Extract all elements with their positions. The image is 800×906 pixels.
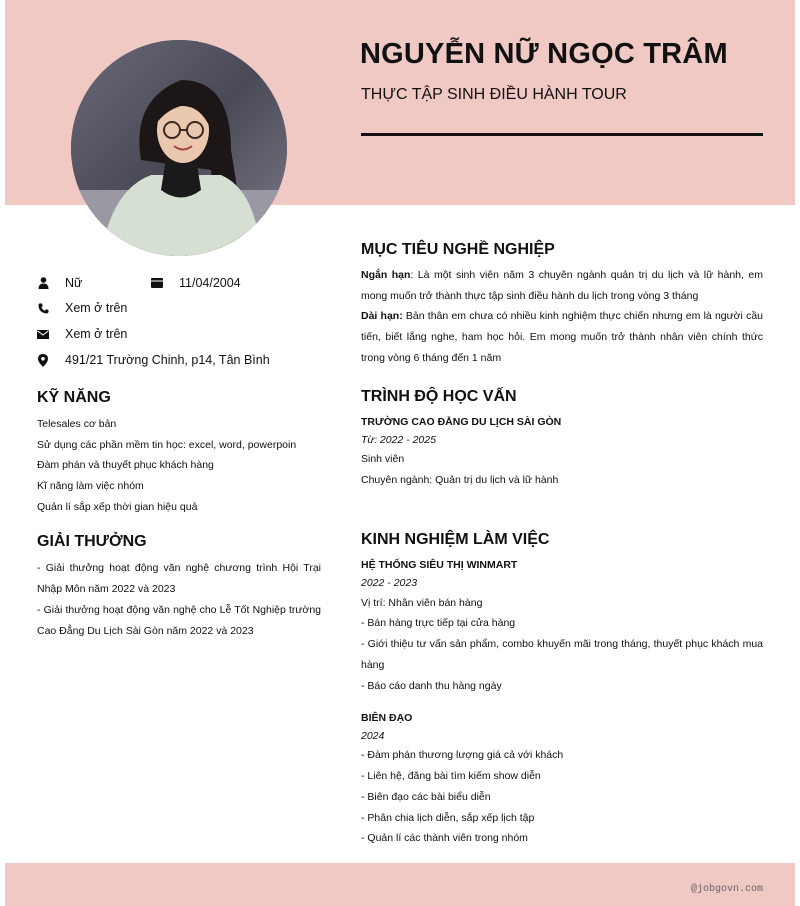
job-line: - Quản lí các thành viên trong nhóm [361, 832, 528, 844]
footer-band [5, 863, 795, 906]
objective-short-term [361, 265, 763, 307]
job-line: Vị trí: Nhân viên bán hàng [361, 597, 483, 609]
contact-gender [37, 276, 82, 290]
contact-phone [37, 301, 127, 315]
job-line: - Liên hệ, đăng bài tìm kiếm show diễn [361, 770, 541, 782]
objective-heading: MỤC TIÊU NGHỀ NGHIỆP [361, 241, 555, 258]
education-period: Từ: 2022 - 2025 [361, 434, 436, 446]
job-line: - Báo cáo danh thu hàng ngày [361, 680, 502, 692]
school-name: TRƯỜNG CAO ĐẲNG DU LỊCH SÀI GÒN [361, 416, 562, 428]
list-item: Telesales cơ bản [37, 418, 117, 430]
skills-heading: KỸ NĂNG [37, 389, 111, 406]
award-item: - Giải thưởng hoạt động văn nghệ cho Lễ Tốt Nghiệp trường Cao Đẳng Du Lịch Sài Gòn năm 2022 và 2023 [37, 604, 321, 637]
phone-icon [37, 302, 49, 314]
job-org: BIÊN ĐẠO [361, 712, 413, 724]
contact-address [37, 353, 270, 367]
objective-long-term [361, 306, 763, 369]
job-title: THỰC TẬP SINH ĐIỀU HÀNH TOUR [361, 86, 627, 103]
long-term-text: Bản thân em chưa có nhiều kinh nghiệm thực chiến nhưng em là người cầu tiến, biết lắng nghe, ham học hỏi. Em mong muốn trở thành nhân viên chính thức trong vòng 6 tháng đến 1 năm [361, 310, 764, 364]
list-item: Đàm phán và thuyết phục khách hàng [37, 459, 214, 472]
calendar-icon [151, 277, 163, 289]
skills-list [37, 414, 296, 517]
education-major: Chuyên ngành: Quản trị du lịch và lữ hành [361, 474, 559, 486]
job-period: 2024 [361, 730, 385, 742]
job-line: - Phân chia lịch diễn, sắp xếp lịch tập [361, 812, 535, 824]
contact-birthdate [151, 276, 241, 290]
short-term-text: : Là một sinh viên năm 3 chuyên ngành quản trị du lịch và lữ hành, em mong muốn trở thành thực tập sinh điều hành du lịch trong vòng 3 tháng [361, 269, 763, 302]
person-icon [37, 277, 49, 289]
job-line: - Giới thiệu tư vấn sản phẩm, combo khuyến mãi trong tháng, thuyết phục khách mua hàng [361, 638, 763, 671]
envelope-icon [37, 328, 49, 340]
map-pin-icon [37, 354, 49, 366]
title-divider [361, 133, 763, 136]
job-line: - Đàm phán thương lượng giá cả với khách [361, 749, 564, 761]
gender-value: Nữ [65, 276, 83, 290]
job-org: HỆ THỐNG SIÊU THỊ WINMART [361, 559, 518, 571]
list-item: Quản lí sắp xếp thời gian hiệu quả [37, 500, 198, 513]
contact-email [37, 327, 127, 341]
phone-value: Xem ở trên [65, 301, 128, 315]
job-period: 2022 - 2023 [361, 577, 418, 589]
birthdate-value: 11/04/2004 [179, 276, 241, 290]
watermark: @jobgovn.com [690, 884, 763, 895]
list-item: Kĩ năng làm việc nhóm [37, 480, 144, 493]
job-line: - Biên đạo các bài biểu diễn [361, 791, 491, 803]
awards-heading: GIẢI THƯỞNG [37, 533, 147, 550]
job-line: - Bán hàng trực tiếp tại cửa hàng [361, 617, 516, 629]
email-value: Xem ở trên [65, 327, 128, 341]
profile-photo [71, 40, 287, 256]
list-item: Sử dụng các phần mềm tin học: excel, word, powerpoin [37, 438, 297, 451]
candidate-name: NGUYỄN NỮ NGỌC TRÂM [360, 38, 728, 70]
education-heading: TRÌNH ĐỘ HỌC VẤN [361, 388, 517, 405]
short-term-label: Ngắn hạn [361, 269, 411, 281]
address-value: 491/21 Trường Chinh, p14, Tân Bình [65, 353, 270, 367]
long-term-label: Dài hạn: [361, 310, 403, 322]
experience-heading: KINH NGHIỆM LÀM VIỆC [361, 531, 550, 548]
award-item: - Giải thưởng hoạt động văn nghệ chương trình Hội Trại Nhập Môn năm 2022 và 2023 [37, 562, 321, 595]
education-status: Sinh viên [361, 453, 405, 465]
